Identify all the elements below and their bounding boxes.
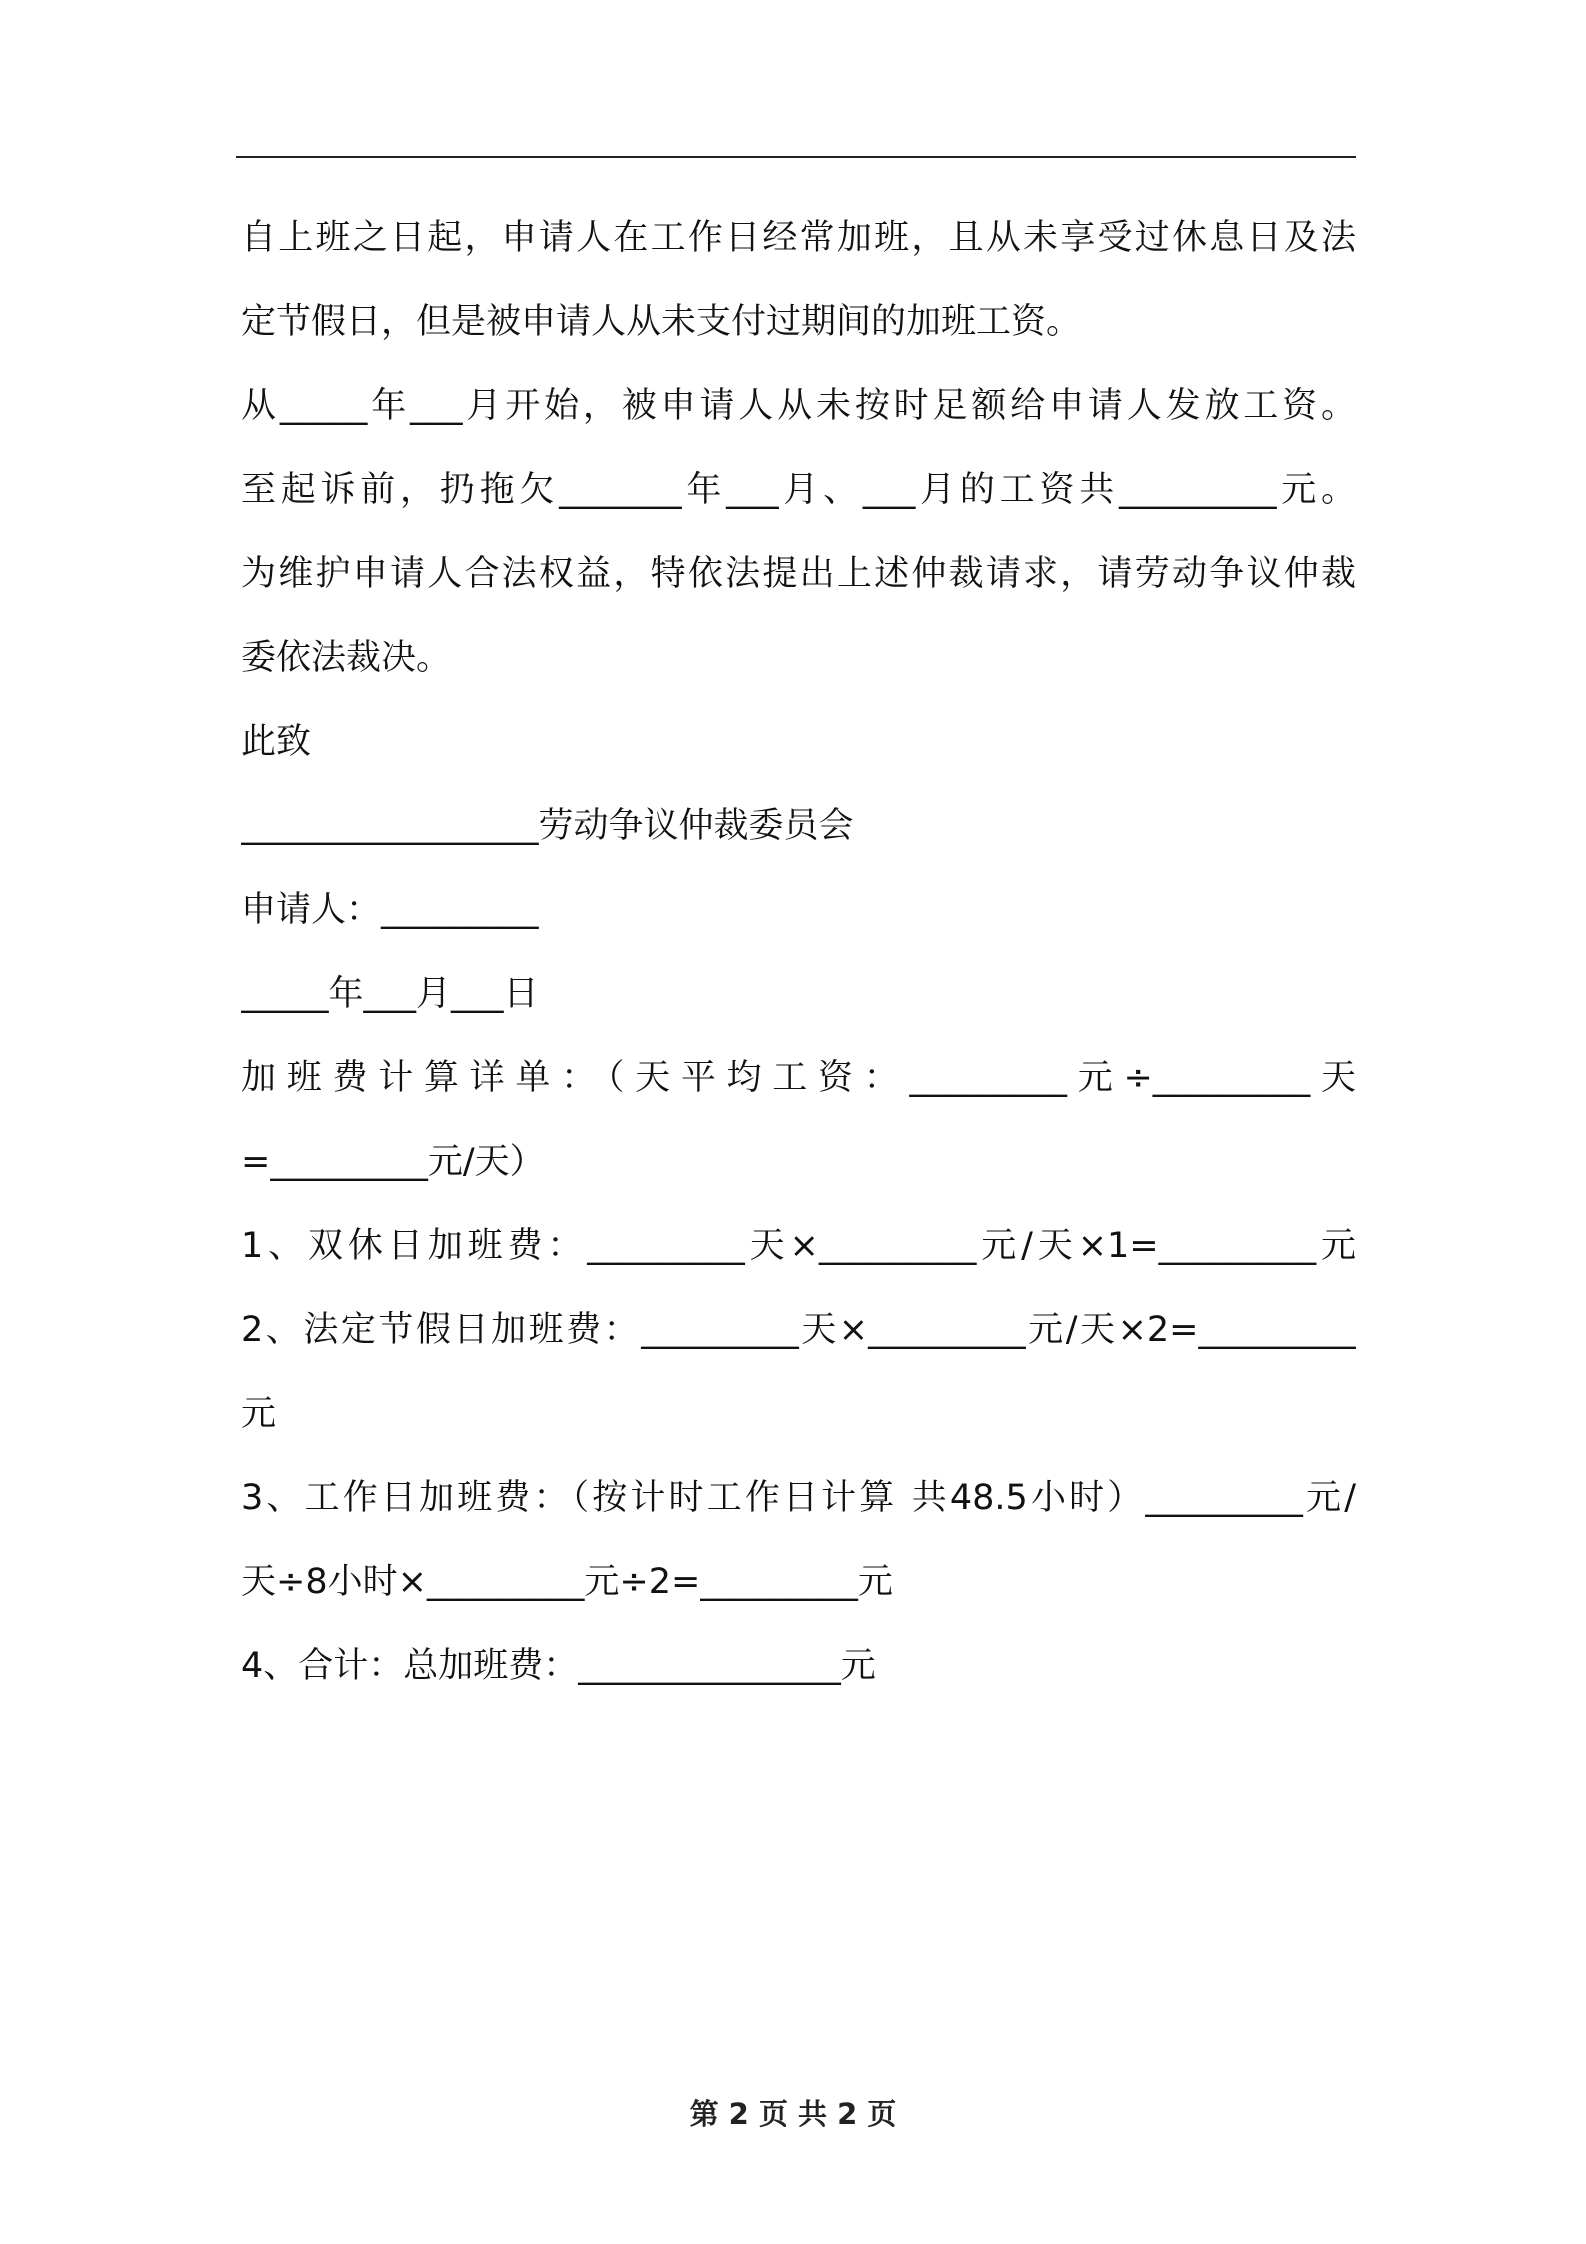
recipient-line: _________________劳动争议仲裁委员会 <box>241 806 854 846</box>
calculation-line: =_________元/天） <box>241 1142 545 1182</box>
paragraph-line: 定节假日，但是被申请人从未支付过期间的加班工资。 <box>241 302 1082 342</box>
paragraph-line: 至起诉前，扔拖欠_______年___月、___月的工资共_________元。 <box>241 470 1356 510</box>
date-line: _____年___月___日 <box>241 974 539 1014</box>
document-body <box>241 196 1356 1708</box>
header-rule <box>236 156 1356 158</box>
applicant-line: 申请人：_________ <box>241 890 539 930</box>
calculation-line: 3、工作日加班费：（按计时工作日计算 共48.5小时）_________元/ <box>241 1478 1356 1518</box>
calculation-line: 1、双休日加班费：_________天×_________元/天×1=_________元 <box>241 1226 1356 1266</box>
calculation-line: 元 <box>241 1394 277 1434</box>
paragraph-line: 自上班之日起，申请人在工作日经常加班，且从未享受过休息日及法 <box>241 218 1356 258</box>
calculation-line: 2、法定节假日加班费：_________天×_________元/天×2=_________ <box>241 1310 1356 1350</box>
calculation-heading: 加班费计算详单：（天平均工资：_________元÷_________天 <box>241 1058 1356 1098</box>
total-line: 4、合计：总加班费：_______________元 <box>241 1646 876 1686</box>
paragraph-line: 从_____年___月开始，被申请人从未按时足额给申请人发放工资。 <box>241 386 1356 426</box>
paragraph-line: 为维护申请人合法权益，特依法提出上述仲裁请求，请劳动争议仲裁 <box>241 554 1356 594</box>
salutation-line: 此致 <box>241 722 312 762</box>
calculation-line: 天÷8小时×_________元÷2=_________元 <box>241 1562 893 1602</box>
page-number: 第 2 页 共 2 页 <box>689 2097 897 2131</box>
paragraph-line: 委依法裁决。 <box>241 638 452 678</box>
